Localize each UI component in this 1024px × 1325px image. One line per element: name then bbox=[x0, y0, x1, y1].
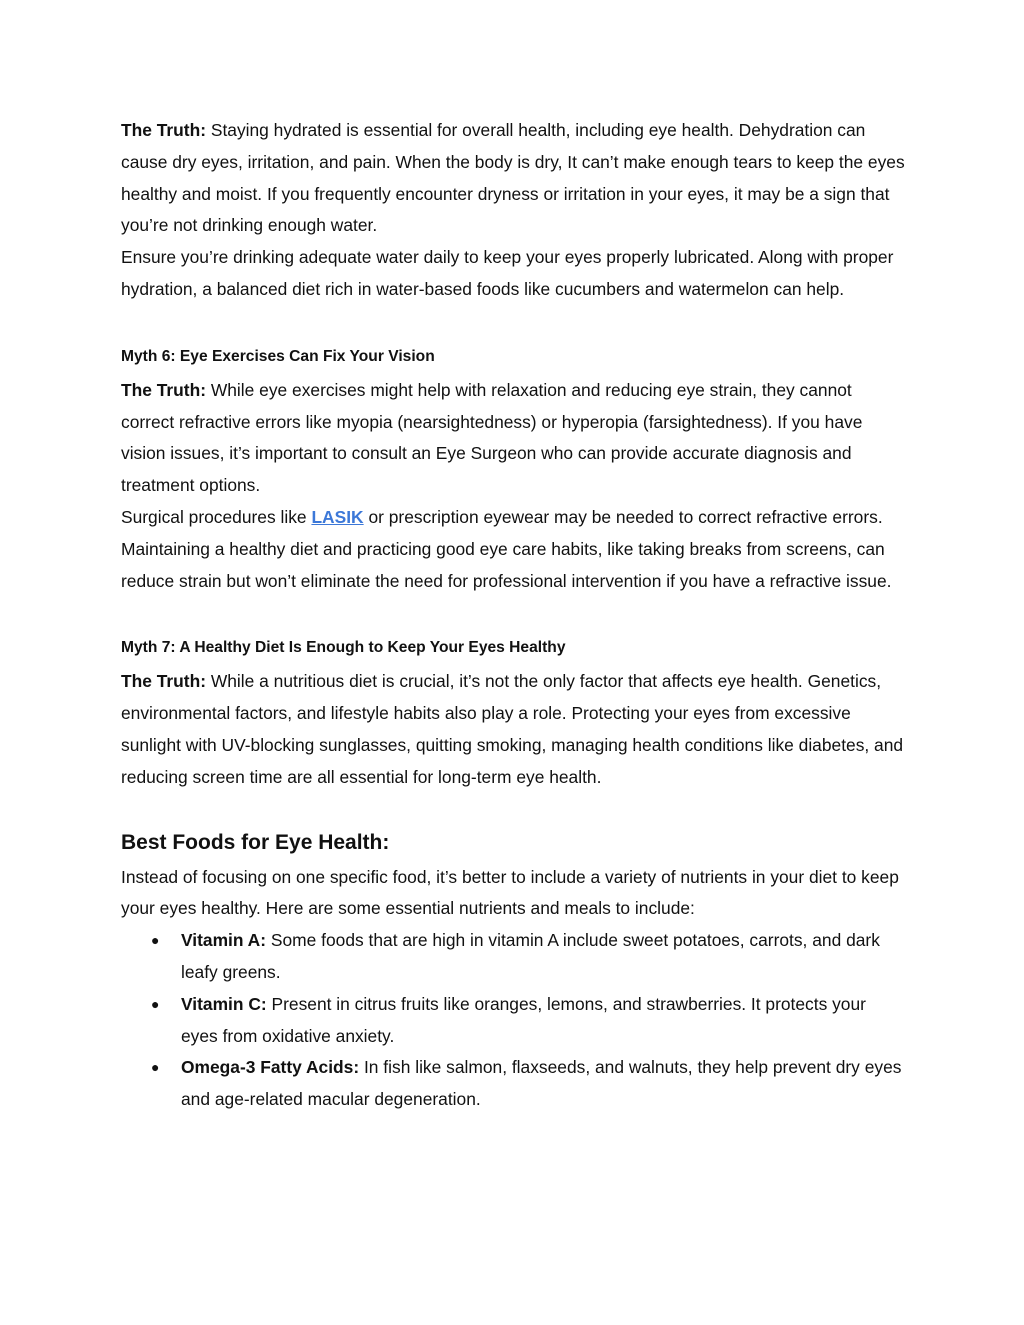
list-item bbox=[121, 1052, 905, 1116]
truth-label: The Truth: bbox=[121, 379, 207, 400]
bullet-icon: ● bbox=[151, 995, 160, 1012]
myth-7-truth-paragraph bbox=[121, 666, 905, 793]
myth-7-heading: Myth 7: A Healthy Diet Is Enough to Keep Your Eyes Healthy bbox=[121, 639, 566, 657]
truth-text: While eye exercises might help with relaxation and reducing eye strain, they cannot correct refractive errors like myopia (nearsightedness) or hyperopia (farsightedness). If you have vision issues, it’s important to consult an Eye Surgeon who can provide accurate diagnosis and treatment options. bbox=[121, 379, 863, 496]
nutrient-label: Omega-3 Fatty Acids: bbox=[181, 1057, 360, 1078]
bullet-icon: ● bbox=[151, 1059, 160, 1076]
nutrient-text: In fish like salmon, flaxseeds, and walnuts, they help prevent dry eyes and age-related macular degeneration. bbox=[181, 1057, 902, 1110]
list-item bbox=[121, 989, 905, 1053]
best-foods-heading: Best Foods for Eye Health: bbox=[121, 830, 390, 854]
truth-text: While a nutritious diet is crucial, it’s not the only factor that affects eye health. Genetics, environmental factors, and lifestyle habits also play a role. Protecting your eyes from excessive sunlight with UV-blocking sunglasses, quitting smoking, managing health conditions like diabetes, and reducing screen time are all essential for long-term eye health. bbox=[121, 671, 904, 787]
list-item bbox=[121, 925, 905, 989]
nutrient-label: Vitamin A: bbox=[181, 930, 267, 951]
nutrient-label: Vitamin C: bbox=[181, 993, 267, 1014]
lasik-link[interactable]: LASIK bbox=[311, 506, 364, 527]
advice-text-after-link: or prescription eyewear may be needed to correct refractive errors. Maintaining a healthy diet and practicing good eye care habits, like taking breaks from screens, can reduce strain but won’t eliminate the need for professional intervention if you have a refractive issue. bbox=[121, 506, 892, 591]
nutrient-text: Some foods that are high in vitamin A include sweet potatoes, carrots, and dark leafy greens. bbox=[181, 930, 880, 982]
nutrient-text: Present in citrus fruits like oranges, lemons, and strawberries. It protects your eyes from oxidative anxiety. bbox=[181, 993, 866, 1046]
myth-6-heading: Myth 6: Eye Exercises Can Fix Your Vision bbox=[121, 347, 435, 365]
truth-label: The Truth: bbox=[121, 671, 207, 692]
myth-6-truth-paragraph bbox=[121, 375, 905, 502]
bullet-icon: ● bbox=[151, 932, 160, 949]
myth-6-advice-paragraph bbox=[121, 502, 905, 597]
hydration-truth-paragraph bbox=[121, 115, 905, 242]
hydration-advice-paragraph: Ensure you’re drinking adequate water daily to keep your eyes properly lubricated. Along with proper hydration, a balanced diet rich in water-based foods like cucumbers and watermelon can help. bbox=[121, 247, 894, 299]
nutrients-list bbox=[121, 925, 905, 1116]
truth-label: The Truth: bbox=[121, 120, 207, 140]
advice-text-before-link: Surgical procedures like bbox=[121, 506, 312, 527]
best-foods-intro: Instead of focusing on one specific food, it’s better to include a variety of nutrients in your diet to keep your eyes healthy. Here are some essential nutrients and meals to include: bbox=[121, 866, 899, 919]
truth-text: Staying hydrated is essential for overall health, including eye health. Dehydration can cause dry eyes, irritation, and pain. When the body is dry, It can’t make enough tears to keep the eyes healthy and moist. If you frequently encounter dryness or irritation in your eyes, it may be a sign that you’re not drinking enough water. bbox=[121, 120, 905, 236]
document-page bbox=[121, 115, 905, 1116]
